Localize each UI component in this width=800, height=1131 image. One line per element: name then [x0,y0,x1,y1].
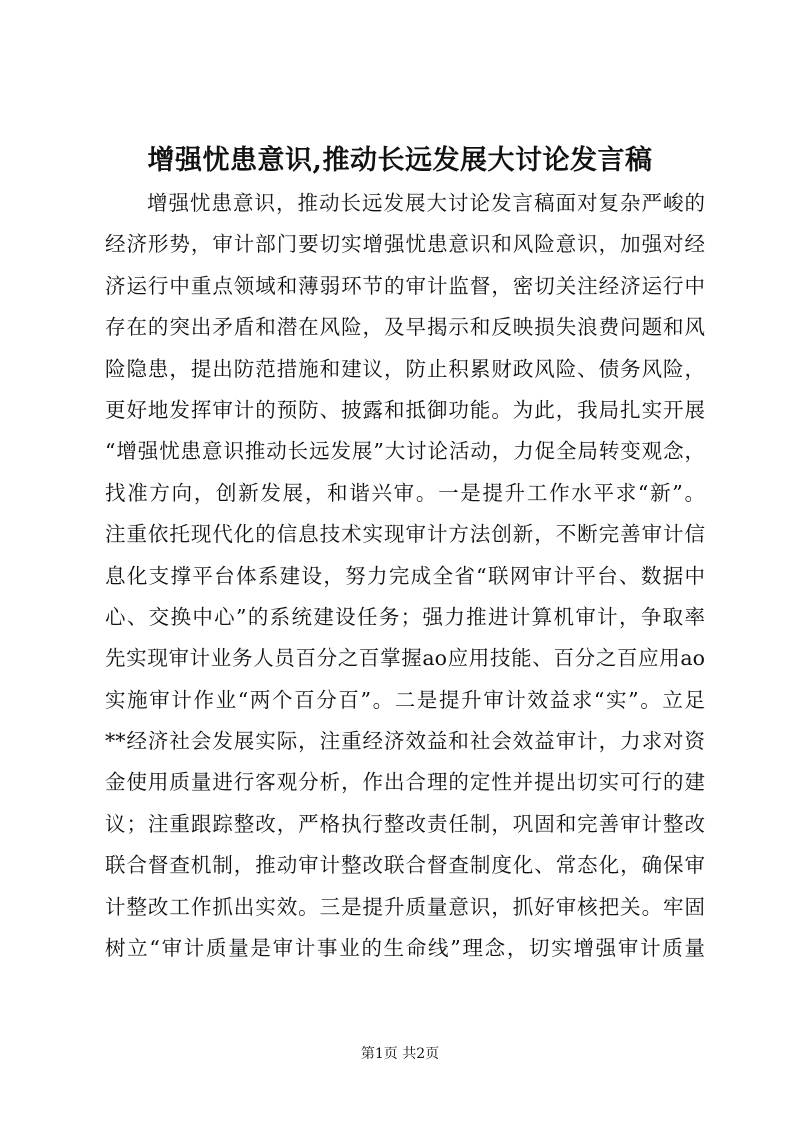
body-line: 增强忧患意识，推动长远发展大讨论发言稿面对复杂严峻的 [147,191,705,215]
body-line: 经济形势，审计部门要切实增强忧患意识和风险意识，加强对经 [105,232,705,257]
body-line: 联合督查机制，推动审计整改联合督查制度化、常态化，确保审 [105,853,705,878]
body-line: **经济社会发展实际，注重经济效益和社会效益审计，力求对资 [105,729,705,754]
body-line: 险隐患，提出防范措施和建议，防止积累财政风险、债务风险， [105,356,705,381]
body-line: 实施审计作业“两个百分百”。二是提升审计效益求“实”。立足 [105,687,705,712]
body-line: 找准方向，创新发展，和谐兴审。一是提升工作水平求“新”。 [105,480,705,505]
document-title: 增强忧患意识,推动长远发展大讨论发言稿 [147,145,653,176]
body-line: 计整改工作抓出实效。三是提升质量意识，抓好审核把关。牢固 [105,894,705,919]
body-line: 心、交换中心”的系统建设任务；强力推进计算机审计，争取率 [105,604,705,629]
body-line: 济运行中重点领域和薄弱环节的审计监督，密切关注经济运行中 [105,273,705,298]
body-line: 更好地发挥审计的预防、披露和抵御功能。为此，我局扎实开展 [105,397,705,422]
body-line: 息化支撑平台体系建设，努力完成全省“联网审计平台、数据中 [105,563,705,588]
body-line: “增强忧患意识推动长远发展”大讨论活动，力促全局转变观念， [105,439,705,464]
body-line: 金使用质量进行客观分析，作出合理的定性并提出切实可行的建 [105,770,705,795]
document-body [105,183,705,969]
body-line: 树立“审计质量是审计事业的生命线”理念，切实增强审计质量 [105,936,705,961]
body-line: 先实现审计业务人员百分之百掌握ao应用技能、百分之百应用ao [105,646,705,671]
body-line: 存在的突出矛盾和潜在风险，及早揭示和反映损失浪费问题和风 [105,315,705,340]
body-line: 注重依托现代化的信息技术实现审计方法创新，不断完善审计信 [105,522,705,547]
body-line: 议；注重跟踪整改，严格执行整改责任制，巩固和完善审计整改 [105,811,705,836]
page-number-footer: 第1页 共2页 [360,1046,440,1062]
